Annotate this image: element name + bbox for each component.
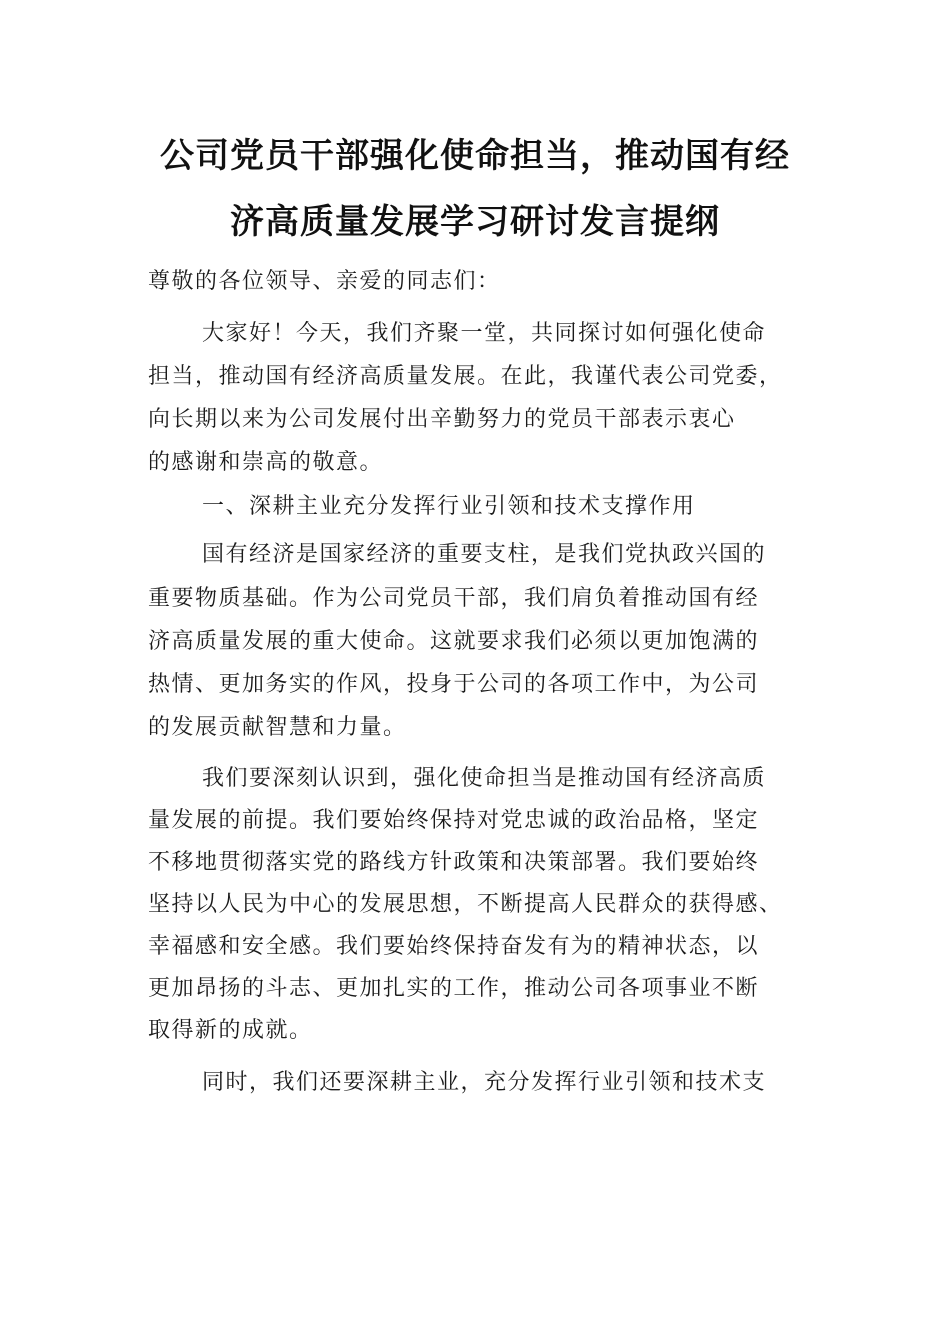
paragraph-line: 担当，推动国有经济高质量发展。在此，我谨代表公司党委， (148, 364, 783, 389)
paragraph-line: 的感谢和崇高的敬意。 (148, 450, 384, 475)
section-heading: 一、深耕主业充分发挥行业引领和技术支撑作用 (202, 494, 696, 519)
paragraph-line: 热情、更加务实的作风，投身于公司的各项工作中，为公司 (148, 672, 760, 697)
paragraph-line: 大家好！今天，我们齐聚一堂，共同探讨如何强化使命 (202, 321, 767, 346)
paragraph-line: 更加昂扬的斗志、更加扎实的工作，推动公司各项事业不断 (148, 976, 760, 1001)
paragraph-line: 我们要深刻认识到，强化使命担当是推动国有经济高质 (202, 766, 767, 791)
paragraph-line: 不移地贯彻落实党的路线方针政策和决策部署。我们要始终 (148, 850, 760, 875)
paragraph-line: 坚持以人民为中心的发展思想，不断提高人民群众的获得感、 (148, 892, 783, 917)
paragraph-line: 国有经济是国家经济的重要支柱，是我们党执政兴国的 (202, 542, 767, 567)
paragraph-line: 向长期以来为公司发展付出辛勤努力的党员干部表示衷心 (148, 407, 736, 432)
paragraph-line: 同时，我们还要深耕主业，充分发挥行业引领和技术支 (202, 1070, 767, 1095)
salutation: 尊敬的各位领导、亲爱的同志们： (148, 269, 501, 294)
paragraph-line: 取得新的成就。 (148, 1018, 313, 1043)
paragraph-line: 量发展的前提。我们要始终保持对党忠诚的政治品格，坚定 (148, 808, 760, 833)
paragraph-line: 重要物质基础。作为公司党员干部，我们肩负着推动国有经 (148, 586, 760, 611)
paragraph-line: 济高质量发展的重大使命。这就要求我们必须以更加饱满的 (148, 629, 760, 654)
document-title-line-2: 济高质量发展学习研讨发言提纲 (230, 202, 720, 242)
paragraph-line: 幸福感和安全感。我们要始终保持奋发有为的精神状态，以 (148, 934, 760, 959)
paragraph-line: 的发展贡献智慧和力量。 (148, 715, 407, 740)
document-title-line-1: 公司党员干部强化使命担当，推动国有经 (160, 136, 790, 176)
